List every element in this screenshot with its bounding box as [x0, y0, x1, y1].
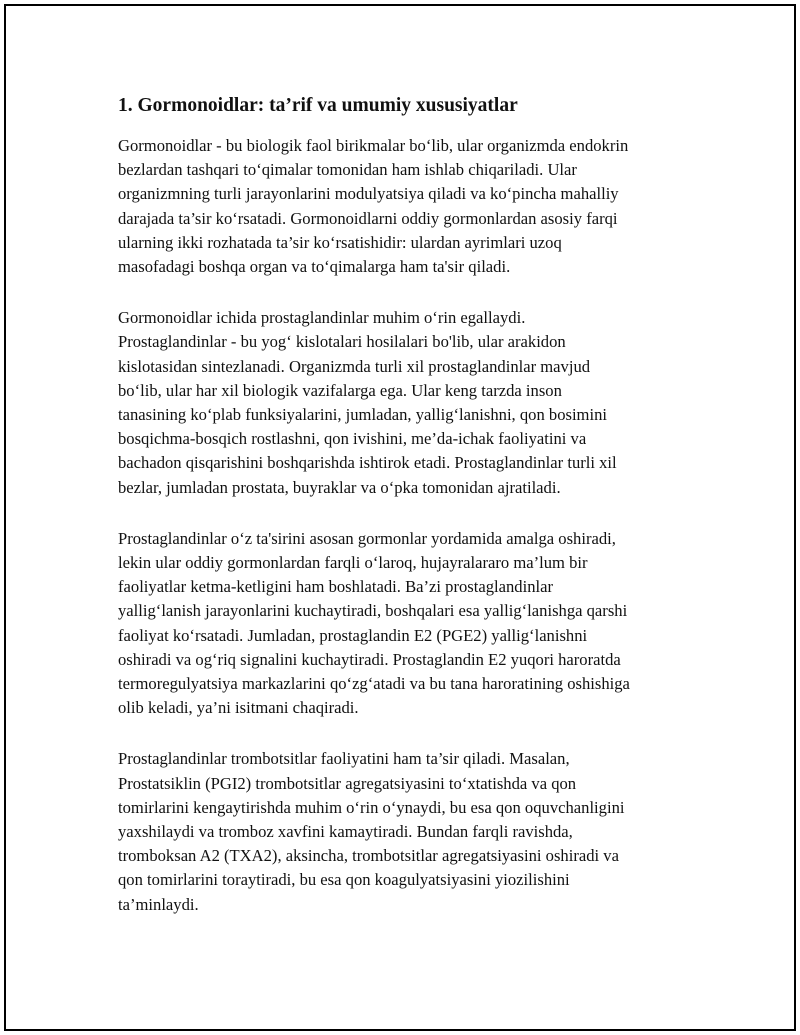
- paragraph-definition: Gormonoidlar - bu biologik faol birikmalar bo‘lib, ular organizmda endokrin bezlardan tashqari to‘qimalar tomonidan ham ishlab chiqariladi. Ular organizmning turli jarayonlarini modulyatsiya qiladi va ko‘pincha mahalliy darajada ta’sir ko‘rsatadi. Gormonoidlarni oddiy gormonlardan asosiy farqi ularning ikki rozhatada ta’sir ko‘rsatishidir: ulardan ayrimlari uzoq masofadagi boshqa organ va to‘qimalarga ham ta'sir qiladi.: [118, 136, 629, 277]
- paragraph-inflammation: Prostaglandinlar o‘z ta'sirini asosan gormonlar yordamida amalga oshiradi, lekin ular oddiy gormonlardan farqli o‘laroq, hujayralararo ma’lum bir faoliyatlar ketma-ketligini ham boshlatadi. Ba’zi prostaglandinlar yallig‘lanish jarayonlarini kuchaytiradi, boshqalari esa yallig‘lanishga qarshi faoliyat ko‘rsatadi. Jumladan, prostaglandin E2 (PGE2) yallig‘lanishni oshiradi va og‘riq signalini kuchaytiradi. Prostaglandin E2 yuqori haroratda termoregulyatsiya markazlarini qo‘zg‘atadi va bu tana haroratining oshishiga olib keladi, ya’ni isitmani chaqiradi.: [118, 528, 630, 718]
- paragraph-platelets: Prostaglandinlar trombotsitlar faoliyatini ham ta’sir qiladi. Masalan, Prostatsiklin (PGI2) trombotsitlar agregatsiyasini to‘xtatishda va qon tomirlarini kengaytirishda muhim o‘rin o‘ynaydi, bu esa qon oquvchanligini yaxshilaydi va tromboz xavfini kamaytiradi. Bundan farqli ravishda, tromboksan A2 (TXA2), aksincha, trombotsitlar agregatsiyasini oshiradi va qon tomirlarini toraytiradi, bu esa qon koagulyatsiyasini yiozilishini ta’minlaydi.: [118, 749, 625, 914]
- document-body: [118, 92, 693, 944]
- section-title: 1. Gormonoidlar: ta’rif va umumiy xususiyatlar: [118, 95, 518, 116]
- paragraph-prostaglandins: Gormonoidlar ichida prostaglandinlar muhim o‘rin egallaydi. Prostaglandinlar - bu yog‘ kislotalari hosilalari bo'lib, ular arakidon kislotasidan sintezlanadi. Organizmda turli xil prostaglandinlar mavjud bo‘lib, ular har xil biologik vazifalarga ega. Ular keng tarzda inson tanasining ko‘plab funksiyalarini, jumladan, yallig‘lanishni, qon bosimini bosqichma-bosqich rostlashni, qon ivishini, me’da-ichak faoliyatini va bachadon qisqarishini boshqarishda ishtirok etadi. Prostaglandinlar turli xil bezlar, jumladan prostata, buyraklar va o‘pka tomonidan ajratiladi.: [118, 308, 617, 497]
